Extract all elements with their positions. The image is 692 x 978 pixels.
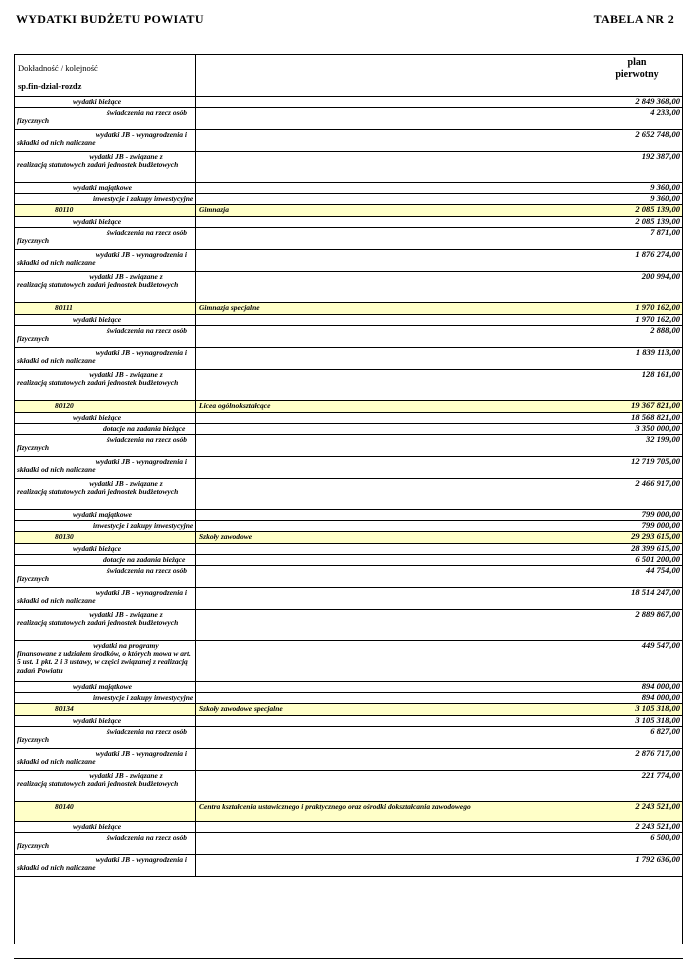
classification-cell [15,315,196,325]
classification-cell [15,822,196,832]
amount-cell: 1 970 162,00 [635,302,680,312]
amount-cell: 44 754,00 [646,565,680,575]
section-row [15,532,682,544]
item-label-continuation: realizacją statutowych zadań jednostek budżetowych [17,280,179,290]
item-label: wydatki JB - wynagrodzenia i [95,588,187,597]
item-label-multiline [17,856,195,872]
name-cell [196,435,592,456]
name-cell [196,250,592,271]
item-label-continuation: fizycznych [17,116,50,126]
item-label: świadczenia na rzecz osób [106,326,187,335]
item-label: wydatki JB - wynagrodzenia i [95,130,187,139]
name-cell [196,348,592,369]
amount-cell: 9 360,00 [650,193,680,203]
item-label-continuation: realizacją statutowych zadań jednostek budżetowych [17,487,179,497]
amount-cell: 2 876 717,00 [635,748,680,758]
classification-cell [15,641,196,681]
item-label-multiline [17,273,195,289]
header-plan-line2: pierwotny [615,69,659,80]
classification-cell [15,588,196,609]
classification-cell [15,802,196,821]
item-label: wydatki majątkowe [73,682,132,691]
amount-cell: 12 719 705,00 [631,456,680,466]
item-label-continuation: fizycznych [17,574,50,584]
name-cell [196,194,592,204]
section-code: 80120 [55,401,74,410]
classification-cell [15,250,196,271]
item-label-multiline [17,327,195,343]
table-row [15,194,682,205]
amount-cell: 2 849 368,00 [635,96,680,106]
section-name: Gimnazja [199,205,230,214]
classification-cell [15,682,196,692]
item-label-continuation: fizycznych [17,735,50,745]
name-cell [196,272,592,302]
name-cell [196,555,592,565]
item-label-multiline [17,229,195,245]
amount-cell: 1 970 162,00 [635,314,680,324]
item-label: wydatki bieżące [73,544,122,553]
name-cell [196,108,592,129]
item-label-continuation: składki od nich naliczane [17,863,96,873]
classification-cell [15,424,196,434]
amount-cell: 799 000,00 [641,520,680,530]
table-row [15,228,682,250]
table-row [15,217,682,228]
item-label: świadczenia na rzecz osób [106,833,187,842]
amount-cell: 3 105 318,00 [635,703,680,713]
item-label: wydatki bieżące [73,716,122,725]
table-row [15,521,682,532]
table-row [15,855,682,877]
amount-cell: 128 161,00 [641,369,680,379]
amount-cell: 18 568 821,00 [631,412,680,422]
item-label-multiline [17,251,195,267]
item-label-multiline [17,131,195,147]
amount-cell: 2 243 521,00 [635,801,680,811]
section-code: 80111 [55,303,73,312]
section-code: 80140 [55,802,74,811]
name-cell [196,130,592,151]
section-code: 80110 [55,205,74,214]
classification-cell [15,228,196,249]
section-name: Szkoły zawodowe specjalne [199,704,283,713]
classification-cell [15,435,196,456]
classification-cell [15,532,196,543]
item-label: wydatki JB - wynagrodzenia i [95,348,187,357]
classification-cell [15,303,196,314]
name-cell [196,532,592,543]
item-label-continuation: składki od nich naliczane [17,356,96,366]
item-label: wydatki bieżące [73,315,122,324]
amount-cell: 32 199,00 [646,434,680,444]
budget-table [14,54,683,944]
item-label-multiline [17,349,195,365]
table-row [15,97,682,108]
name-cell [196,217,592,227]
item-label-multiline [17,480,195,496]
item-label: wydatki JB - związane z [89,272,163,281]
name-cell [196,97,592,107]
item-label-continuation: realizacją statutowych zadań jednostek budżetowych [17,779,179,789]
table-row [15,727,682,749]
header-plan-line1: plan [627,57,647,68]
table-row [15,348,682,370]
amount-cell: 2 085 139,00 [635,216,680,226]
amount-cell: 2 652 748,00 [635,129,680,139]
classification-cell [15,693,196,703]
amount-cell: 1 792 636,00 [635,854,680,864]
table-row [15,370,682,401]
item-label-multiline [17,772,195,788]
name-cell [196,822,592,832]
section-row [15,303,682,315]
amount-cell: 894 000,00 [641,681,680,691]
classification-cell [15,833,196,854]
amount-cell: 29 293 615,00 [631,531,680,541]
item-label-multiline [17,153,195,169]
item-label: wydatki JB - wynagrodzenia i [95,855,187,864]
item-label: wydatki JB - wynagrodzenia i [95,250,187,259]
name-cell [196,693,592,703]
name-cell [196,315,592,325]
classification-cell [15,217,196,227]
item-label: świadczenia na rzecz osób [106,228,187,237]
name-cell [196,749,592,770]
amount-cell: 192 387,00 [641,151,680,161]
section-name: Gimnazja specjalne [199,303,260,312]
section-row [15,401,682,413]
name-cell [196,457,592,478]
amount-cell: 3 350 000,00 [635,423,680,433]
item-label: wydatki JB - wynagrodzenia i [95,457,187,466]
name-cell [196,802,592,821]
item-label-continuation: składki od nich naliczane [17,465,96,475]
header-plan [592,55,682,96]
amount-cell: 4 233,00 [650,107,680,117]
amount-cell: 6 827,00 [650,726,680,736]
classification-cell [15,479,196,509]
classification-cell [15,855,196,876]
table-row [15,749,682,771]
amount-cell: 6 500,00 [650,832,680,842]
table-row [15,152,682,183]
item-label: wydatki bieżące [73,97,122,106]
classification-cell [15,749,196,770]
name-cell [196,521,592,531]
header-name [196,55,592,96]
amount-cell: 1 876 274,00 [635,249,680,259]
amount-cell: 19 367 821,00 [631,400,680,410]
name-cell [196,682,592,692]
item-label-continuation: składki od nich naliczane [17,757,96,767]
table-row [15,479,682,510]
table-row [15,555,682,566]
classification-cell [15,370,196,400]
name-cell [196,326,592,347]
classification-cell [15,771,196,801]
name-cell [196,544,592,554]
table-row [15,771,682,802]
name-cell [196,370,592,400]
table-row [15,413,682,424]
classification-cell [15,555,196,565]
amount-cell: 9 360,00 [650,182,680,192]
item-label-multiline [17,611,195,627]
item-label: wydatki JB - związane z [89,370,163,379]
section-name: Centra kształcenia ustawicznego i praktycznego oraz ośrodki dokształcania zawodowego [199,802,471,811]
table-row [15,588,682,610]
amount-cell: 2 466 917,00 [635,478,680,488]
table-row [15,833,682,855]
name-cell [196,771,592,801]
name-cell [196,228,592,249]
amount-cell: 3 105 318,00 [635,715,680,725]
item-label-continuation: składki od nich naliczane [17,138,96,148]
table-row [15,822,682,833]
classification-cell [15,130,196,151]
classification-cell [15,566,196,587]
amount-cell: 6 501 200,00 [635,554,680,564]
item-label-multiline [17,589,195,605]
table-number: TABELA NR 2 [593,12,674,26]
classification-cell [15,183,196,193]
table-row [15,693,682,704]
item-label: wydatki bieżące [73,822,122,831]
classification-cell [15,610,196,640]
table-row [15,272,682,303]
name-cell [196,401,592,412]
item-label: wydatki JB - związane z [89,152,163,161]
table-row [15,326,682,348]
name-cell [196,205,592,216]
classification-cell [15,401,196,412]
name-cell [196,152,592,182]
item-label: wydatki bieżące [73,217,122,226]
table-row [15,544,682,555]
table-row [15,250,682,272]
item-label-continuation: fizycznych [17,841,50,851]
item-label-multiline [17,642,195,675]
table-row [15,641,682,682]
amount-cell: 28 399 615,00 [631,543,680,553]
table-row [15,682,682,693]
amount-cell: 7 871,00 [650,227,680,237]
table-row [15,510,682,521]
table-body [15,97,682,877]
classification-cell [15,727,196,748]
item-label-continuation: realizacją statutowych zadań jednostek budżetowych [17,618,179,628]
table-header [15,55,682,97]
name-cell [196,610,592,640]
page-header [16,12,674,27]
section-row [15,704,682,716]
amount-cell: 2 888,00 [650,325,680,335]
item-label: wydatki na programy [93,641,159,650]
section-row [15,205,682,217]
item-label-continuation: fizycznych [17,236,50,246]
amount-cell: 1 839 113,00 [635,347,680,357]
item-label-continuation: fizycznych [17,443,50,453]
item-label: inwestycje i zakupy inwestycyjne [93,693,194,702]
name-cell [196,641,592,681]
amount-cell: 18 514 247,00 [631,587,680,597]
classification-cell [15,704,196,715]
name-cell [196,424,592,434]
classification-cell [15,205,196,216]
item-label-continuation: realizacją statutowych zadań jednostek budżetowych [17,378,179,388]
amount-cell: 221 774,00 [641,770,680,780]
section-code: 80134 [55,704,74,713]
header-code-label: sp.fin-dzial-rozdz [18,81,82,91]
item-label: inwestycje i zakupy inwestycyjne [93,194,194,203]
item-label: dotacje na zadania bieżące [103,555,186,564]
item-label-continuation: składki od nich naliczane [17,258,96,268]
item-label: wydatki JB - związane z [89,479,163,488]
table-row [15,315,682,326]
name-cell [196,566,592,587]
item-label-multiline [17,109,195,125]
name-cell [196,833,592,854]
table-row [15,610,682,641]
item-label: świadczenia na rzecz osób [106,435,187,444]
amount-cell: 200 994,00 [641,271,680,281]
name-cell [196,716,592,726]
classification-cell [15,194,196,204]
section-name: Szkoły zawodowe [199,532,253,541]
table-row [15,716,682,727]
classification-cell [15,521,196,531]
amount-cell: 2 085 139,00 [635,204,680,214]
item-label-multiline [17,750,195,766]
amount-cell: 2 243 521,00 [635,821,680,831]
item-label: inwestycje i zakupy inwestycyjne [93,521,194,530]
classification-cell [15,97,196,107]
table-row [15,183,682,194]
item-label: świadczenia na rzecz osób [106,566,187,575]
name-cell [196,727,592,748]
name-cell [196,479,592,509]
item-label: wydatki JB - wynagrodzenia i [95,749,187,758]
amount-cell: 2 889 867,00 [635,609,680,619]
item-label: wydatki majątkowe [73,183,132,192]
classification-cell [15,326,196,347]
classification-cell [15,716,196,726]
amount-cell: 894 000,00 [641,692,680,702]
classification-cell [15,272,196,302]
name-cell [196,855,592,876]
classification-cell [15,413,196,423]
classification-cell [15,108,196,129]
table-row [15,130,682,152]
name-cell [196,704,592,715]
section-row [15,802,682,822]
header-precision-label: Dokładność / kolejność [18,63,98,73]
item-label: świadczenia na rzecz osób [106,727,187,736]
classification-cell [15,457,196,478]
name-cell [196,183,592,193]
item-label-multiline [17,371,195,387]
item-label: wydatki bieżące [73,413,122,422]
classification-cell [15,348,196,369]
name-cell [196,510,592,520]
item-label-multiline [17,834,195,850]
item-label-multiline [17,567,195,583]
table-row [15,435,682,457]
item-label: wydatki JB - związane z [89,610,163,619]
item-label-continuation: finansowane z udziałem środków, o których mowa w art. 5 ust. 1 pkt. 2 i 3 ustawy, w części związanej z realizacją zadań Powiatu [17,649,191,675]
item-label-continuation: składki od nich naliczane [17,596,96,606]
item-label-multiline [17,458,195,474]
amount-cell: 449 547,00 [641,640,680,650]
item-label: wydatki majątkowe [73,510,132,519]
classification-cell [15,544,196,554]
item-label-continuation: realizacją statutowych zadań jednostek budżetowych [17,160,179,170]
section-code: 80130 [55,532,74,541]
classification-cell [15,510,196,520]
item-label-multiline [17,728,195,744]
report-title: WYDATKI BUDŻETU POWIATU [16,12,204,26]
amount-cell: 799 000,00 [641,509,680,519]
footer-rule [14,958,683,959]
classification-cell [15,152,196,182]
item-label: dotacje na zadania bieżące [103,424,186,433]
table-row [15,457,682,479]
table-row [15,108,682,130]
table-row [15,424,682,435]
name-cell [196,588,592,609]
name-cell [196,413,592,423]
item-label: wydatki JB - związane z [89,771,163,780]
header-classification [15,55,196,96]
name-cell [196,303,592,314]
table-row [15,566,682,588]
section-name: Licea ogólnokształcące [199,401,271,410]
item-label-continuation: fizycznych [17,334,50,344]
item-label: świadczenia na rzecz osób [106,108,187,117]
item-label-multiline [17,436,195,452]
